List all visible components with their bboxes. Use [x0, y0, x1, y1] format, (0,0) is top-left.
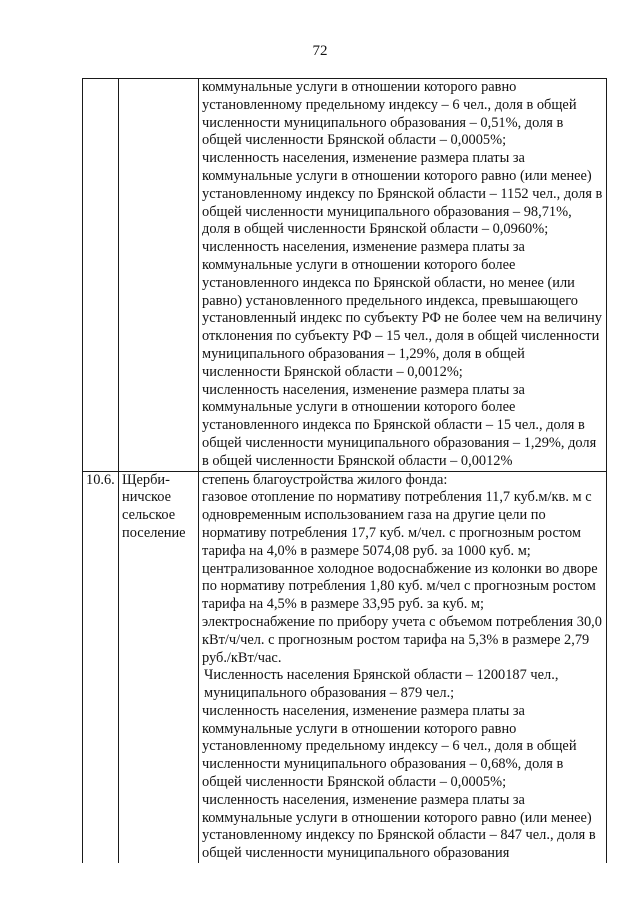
paragraph: Численность населения Брянской области – 1200187 чел., муниципального образования – 879 чел.;: [204, 667, 559, 702]
row-number-cell: [83, 79, 119, 472]
paragraph: степень благоустройства жилого фонда:: [202, 471, 448, 488]
paragraph: численность населения, изменение размера платы за коммунальные услуги в отношении которого равно (или менее) установленному индексу по Брянской области – 847 чел., доля в общей численности муниципального образования: [202, 791, 596, 862]
municipality-name-line: сельское: [122, 507, 176, 524]
page-number: 72: [312, 43, 328, 59]
paragraph: централизованное холодное водоснабжение из колонки во дворе по нормативу потребления 1,80 куб. м/чел с прогнозным ростом тарифа на 4,5% в размере 33,95 руб. за куб. м;: [202, 560, 598, 613]
municipality-name-cell: [119, 79, 199, 472]
paragraph: численность населения, изменение размера платы за коммунальные услуги в отношении которого более установленного индекса по Брянской области – 15 чел., доля в общей численности муниципального образования – 1,29%, доля в общей численности Брянской области – 0,0012%: [202, 381, 597, 469]
municipal-data-table: [82, 78, 607, 863]
description-cell: [199, 79, 607, 472]
paragraph: численность населения, изменение размера платы за коммунальные услуги в отношении которого равно установленному предельному индексу – 6 чел., доля в общей численности муниципального образования – 0,68%, доля в общей численности Брянской области – 0,0005%;: [202, 702, 577, 791]
paragraph: численность населения, изменение размера платы за коммунальные услуги в отношении которого равно (или менее) установленному индексу по Брянской области – 1152 чел., доля в общей численности муниципального образования – 98,71%, доля в общей численности Брянской области – 0,0960%;: [202, 150, 603, 238]
municipality-name-line: Щерби-: [122, 471, 170, 488]
paragraph: газовое отопление по нормативу потребления 11,7 куб.м/кв. м с одновременным использованием газа на другие цели по нормативу потребления 17,7 куб. м/чел. с прогнозным ростом тарифа на 4,0% в размере 5074,08 руб. за 1000 куб. м;: [202, 489, 592, 559]
table-row: [83, 471, 607, 863]
paragraph: электроснабжение по прибору учета с объемом потребления 30,0 кВт/ч/чел. с прогнозным ростом тарифа на 5,3% в размере 2,79 руб./кВт/час.: [202, 613, 602, 666]
table-row: [83, 79, 607, 472]
paragraph: численность населения, изменение размера платы за коммунальные услуги в отношении которого более установленного индекса по Брянской области, но менее (или равно) установленного предельного индекса, превышающего установленный индекс по субъекту РФ не более чем на величину отклонения по субъекту РФ – 15 чел., доля в общей численности муниципального образования – 1,29%, доля в общей численности Брянской области – 0,0012%;: [202, 239, 602, 380]
municipality-name-line: поселение: [122, 524, 186, 541]
paragraph: коммунальные услуги в отношении которого равно установленному предельному индексу – 6 чел., доля в общей численности муниципального образования – 0,51%, доля в общей численности Брянской области – 0,0005%;: [202, 79, 577, 149]
municipality-name-line: ничское: [122, 489, 172, 506]
row-number-cell: 10.6.: [83, 471, 119, 863]
municipality-name-cell: [119, 471, 199, 863]
description-cell: [199, 471, 607, 863]
